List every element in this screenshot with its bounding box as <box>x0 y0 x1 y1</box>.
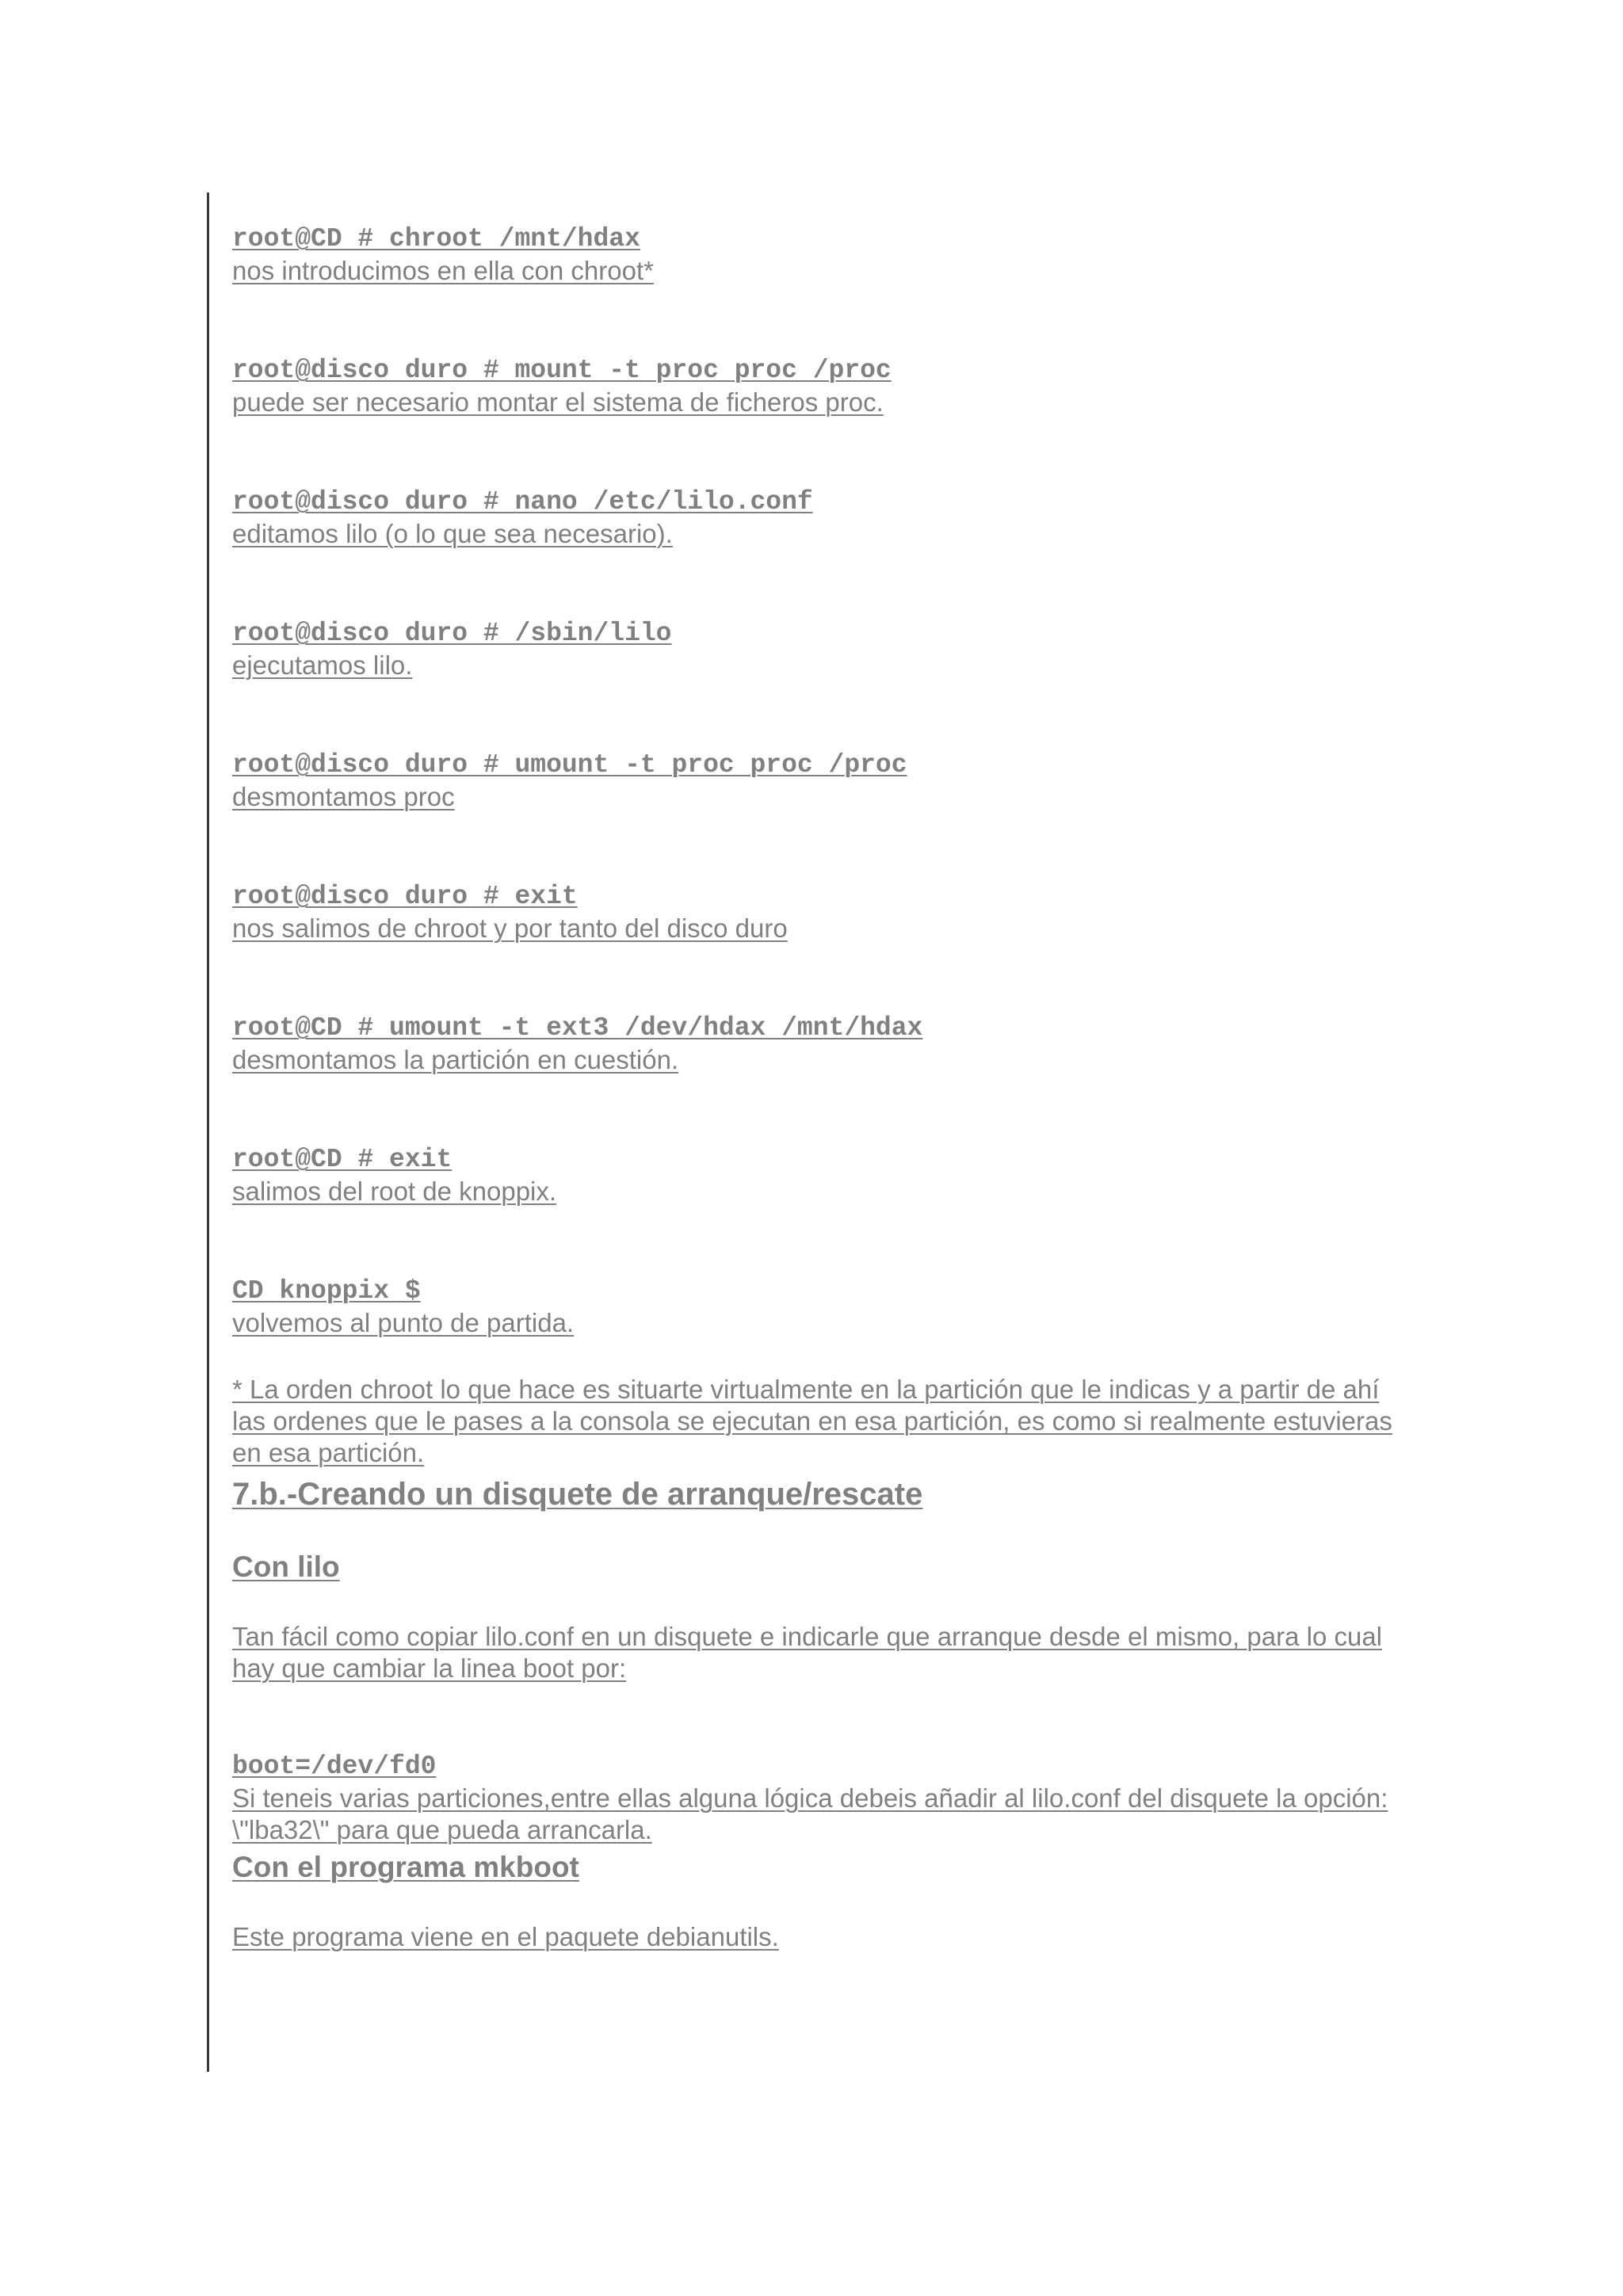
footnote: * La orden chroot lo que hace es situarte virtualmente en la partición que le indicas y a partir de ahí las ordenes que le pases a la consola se ejecutan en esa partición, es como si realmente estuvieras en esa partición. <box>232 1375 1392 1467</box>
command-block <box>232 618 1405 749</box>
subsection-heading-mkboot: Con el programa mkboot <box>232 1851 579 1883</box>
command-line: root@disco duro # /sbin/lilo <box>232 619 672 648</box>
boot-command: boot=/dev/fd0 <box>232 1752 437 1781</box>
subsection-heading-lilo: Con lilo <box>232 1550 340 1583</box>
command-description: nos salimos de chroot y por tanto del disco duro <box>232 913 788 943</box>
command-block <box>232 881 1405 1013</box>
command-line: root@disco duro # mount -t proc proc /proc <box>232 356 892 385</box>
command-line: root@CD # umount -t ext3 /dev/hdax /mnt/hdax <box>232 1013 923 1043</box>
command-block <box>232 749 1405 881</box>
left-margin-rule <box>207 193 209 2072</box>
command-line: root@disco duro # umount -t proc proc /proc <box>232 750 907 780</box>
command-line: CD knoppix $ <box>232 1276 421 1306</box>
mkboot-paragraph: Este programa viene en el paquete debianutils. <box>232 1922 779 1951</box>
command-line: root@disco duro # exit <box>232 882 578 911</box>
command-line: root@CD # chroot /mnt/hdax <box>232 224 640 254</box>
command-block <box>232 223 1405 355</box>
lilo-intro-paragraph: Tan fácil como copiar lilo.conf en un disquete e indicarle que arranque desde el mismo, para lo cual hay que cambiar la linea boot por: <box>232 1622 1383 1683</box>
command-description: puede ser necesario montar el sistema de ficheros proc. <box>232 387 884 417</box>
command-description: editamos lilo (o lo que sea necesario). <box>232 519 673 548</box>
command-description: desmontamos proc <box>232 782 455 811</box>
command-block <box>232 355 1405 486</box>
command-description: nos introducimos en ella con chroot* <box>232 256 654 285</box>
command-line: root@CD # exit <box>232 1145 453 1174</box>
command-block <box>232 1013 1405 1144</box>
command-description: volvemos al punto de partida. <box>232 1308 575 1337</box>
command-block <box>232 1276 1405 1374</box>
command-description: desmontamos la partición en cuestión. <box>232 1045 679 1074</box>
command-block <box>232 1751 1405 1850</box>
command-block <box>232 1144 1405 1276</box>
section-title: 7.b.-Creando un disquete de arranque/rescate <box>232 1477 923 1512</box>
command-description: salimos del root de knoppix. <box>232 1177 557 1206</box>
page-content <box>232 223 1405 1953</box>
lilo-note: Si teneis varias particiones,entre ellas alguna lógica debeis añadir al lilo.conf del disquete la opción: \"lba32\" para que pueda arrancarla. <box>232 1783 1388 1844</box>
command-block <box>232 486 1405 618</box>
command-line: root@disco duro # nano /etc/lilo.conf <box>232 487 813 517</box>
command-description: ejecutamos lilo. <box>232 650 413 680</box>
